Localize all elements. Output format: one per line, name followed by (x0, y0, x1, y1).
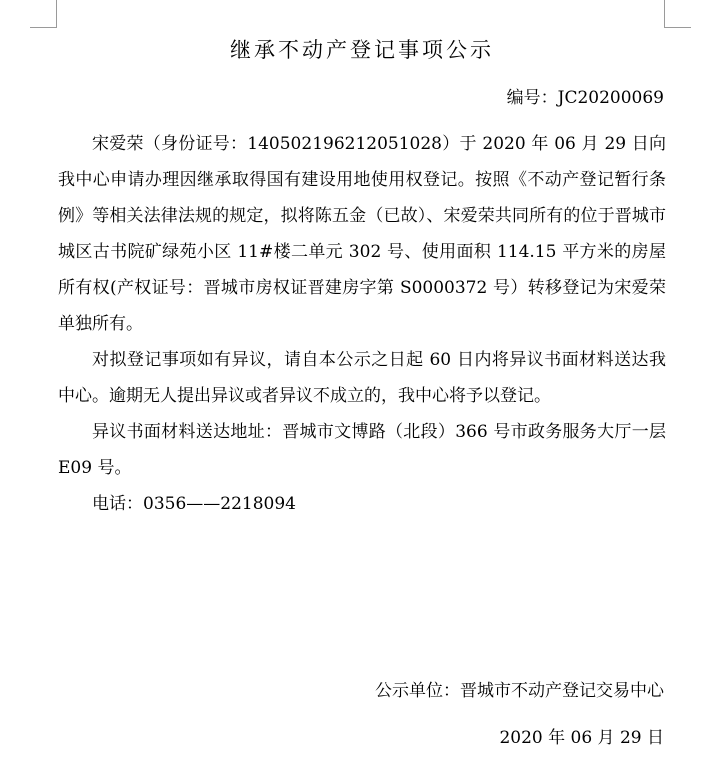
document-number: 编号：JC20200069 (506, 88, 664, 108)
paragraph-phone: 电话：0356——2218094 (92, 494, 296, 514)
paragraph-objection-address: 异议书面材料送达地址：晋城市文博路（北段）366 号市政务服务大厅一层 E09 号。 (58, 422, 666, 478)
document-title: 继承不动产登记事项公示 (230, 38, 494, 62)
document-body (58, 126, 666, 522)
crop-mark-top-right-horizontal (664, 27, 691, 28)
paragraph-announcement: 宋爱荣（身份证号：140502196212051028）于 2020 年 06 月 29 日向我中心申请办理因继承取得国有建设用地使用权登记。按照《不动产登记暂行条例》等相关法律法规的规定，拟将陈五金（已故）、宋爱荣共同所有的位于晋城市城区古书院矿绿苑小区 11#楼二单元 302 号、使用面积 114.15 平方米的房屋所有权(产权证号：晋城市房权证晋建房字第 S0000372 号）转移登记为宋爱荣单独所有。 (58, 134, 666, 334)
crop-mark-top-left-horizontal (30, 27, 57, 28)
crop-mark-top-left-vertical (56, 0, 57, 28)
issuer-line: 公示单位：晋城市不动产登记交易中心 (375, 681, 664, 701)
issue-date: 2020 年 06 月 29 日 (499, 728, 664, 748)
crop-mark-top-right-vertical (664, 0, 665, 28)
paragraph-objection-period: 对拟登记事项如有异议，请自本公示之日起 60 日内将异议书面材料送达我中心。逾期无人提出异议或者异议不成立的，我中心将予以登记。 (58, 350, 666, 406)
